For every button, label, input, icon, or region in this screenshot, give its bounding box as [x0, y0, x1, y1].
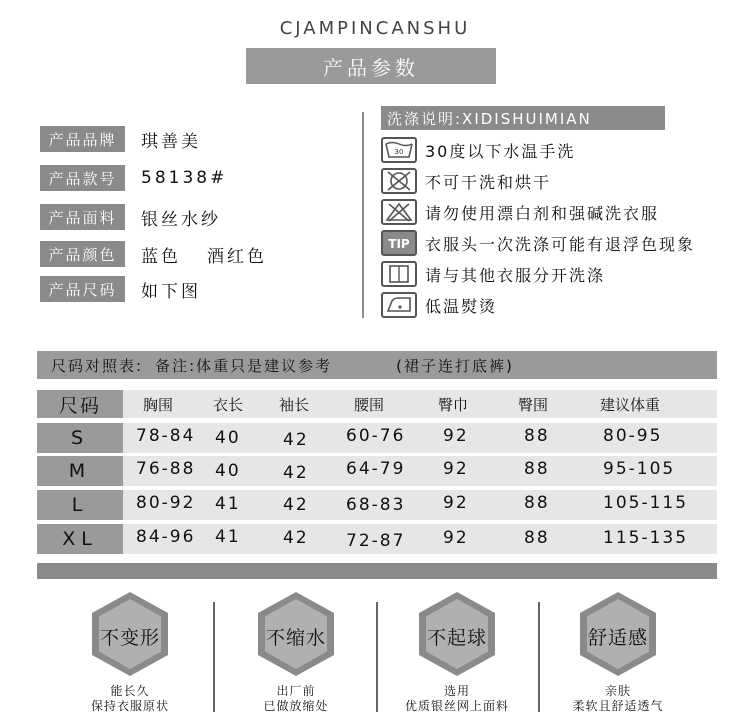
feature-desc-line1: 能长久 — [110, 684, 150, 698]
table-cell: 92 — [443, 426, 469, 446]
table-cell: 78-84 — [136, 426, 196, 446]
table-cell: 88 — [524, 528, 550, 548]
care-item — [381, 291, 497, 319]
table-cell: 40 — [215, 428, 241, 448]
column-header: 臀围 — [518, 395, 549, 414]
column-header: 衣长 — [213, 395, 244, 414]
color-value-1: 蓝色 — [141, 246, 181, 267]
feature-title: 舒适感 — [587, 627, 648, 649]
column-header: 臀巾 — [438, 395, 469, 414]
feature-desc-line1: 选用 — [443, 684, 470, 698]
table-cell: 42 — [283, 528, 309, 548]
size-cell — [37, 456, 123, 486]
table-cell: 80-92 — [136, 493, 196, 513]
size-cell — [37, 423, 123, 453]
feature-desc-line1: 出厂前 — [276, 684, 316, 698]
care-item — [381, 167, 551, 195]
table-cell: 41 — [215, 527, 241, 547]
feature-desc-line2: 保持衣服原状 — [90, 699, 169, 713]
size-table-title: 尺码对照表: — [51, 356, 144, 375]
table-cell: 40 — [215, 461, 241, 481]
table-cell: 92 — [443, 528, 469, 548]
column-header: 腰围 — [354, 395, 385, 414]
size-table-heading — [37, 351, 717, 379]
column-header: 袖长 — [279, 395, 310, 414]
feature-comfort — [548, 592, 688, 714]
table-cell: 41 — [215, 494, 241, 514]
table-cell: 80-95 — [603, 426, 663, 446]
no-dry-clean-icon — [381, 168, 417, 194]
feature-title: 不变形 — [99, 627, 160, 649]
care-item — [381, 136, 575, 164]
color-value-2: 酒红色 — [207, 246, 267, 267]
size-label: S — [70, 427, 90, 449]
size-label: XL — [62, 528, 98, 550]
feature-separator — [538, 602, 540, 712]
spec-label: 产品款号 — [40, 165, 125, 191]
care-heading: 洗涤说明:XIDISHUIMIAN — [381, 106, 665, 130]
tip-icon — [381, 230, 417, 256]
wash-separately-icon — [381, 261, 417, 287]
table-cell: 42 — [283, 495, 309, 515]
section-title: 产品参数 — [246, 48, 496, 84]
spec-value: 琪善美 — [141, 131, 201, 152]
care-text: 请与其他衣服分开洗涤 — [425, 265, 606, 285]
feature-separator — [376, 602, 378, 712]
brand-line: CJAMPINCANSHU — [279, 18, 471, 39]
care-text: 请勿使用漂白剂和强碱洗衣服 — [425, 203, 660, 223]
table-cell: 60-76 — [346, 426, 406, 446]
care-item — [381, 260, 605, 288]
table-cell: 92 — [443, 459, 469, 479]
care-item — [381, 229, 695, 257]
table-cell: 105-115 — [603, 493, 689, 513]
size-cell — [37, 524, 123, 554]
table-cell: 42 — [283, 463, 309, 483]
table-cell: 88 — [524, 426, 550, 446]
care-text: 不可干洗和烘干 — [425, 172, 552, 192]
feature-no-shrink — [226, 592, 366, 714]
size-cell — [37, 490, 123, 520]
table-cell: 92 — [443, 493, 469, 513]
care-item — [381, 198, 659, 226]
feature-desc-line1: 亲肤 — [604, 684, 631, 698]
feature-title: 不缩水 — [265, 627, 326, 649]
wash-30-icon — [381, 137, 417, 163]
feature-desc-line2: 优质银丝网上面料 — [404, 699, 509, 713]
table-cell: 88 — [524, 493, 550, 513]
spec-label: 产品面料 — [40, 204, 125, 230]
size-label: M — [68, 460, 92, 482]
spec-value: 58138# — [141, 168, 228, 188]
table-cell: 68-83 — [346, 495, 406, 515]
care-text: 30度以下水温手洗 — [425, 141, 576, 161]
table-cell: 95-105 — [603, 459, 676, 479]
tip-icon-text: TIP — [388, 237, 410, 251]
size-label: L — [71, 494, 89, 516]
care-text: 低温熨烫 — [425, 296, 498, 316]
column-header-size: 尺码 — [37, 390, 123, 418]
divider-bar — [37, 563, 717, 579]
care-text: 衣服头一次洗涤可能有退浮色现象 — [425, 234, 696, 254]
column-header: 建议体重 — [600, 395, 661, 414]
column-header: 胸围 — [143, 395, 174, 414]
wash-temp-text: 30 — [394, 148, 404, 156]
spec-label: 产品品牌 — [40, 126, 125, 152]
low-iron-icon — [381, 292, 417, 318]
feature-desc-line2: 已做放缩处 — [263, 699, 329, 713]
table-cell: 76-88 — [136, 459, 196, 479]
table-cell: 64-79 — [346, 459, 406, 479]
spec-value: 银丝水纱 — [141, 209, 221, 230]
spec-value — [141, 241, 267, 267]
table-cell: 72-87 — [346, 531, 406, 551]
table-cell: 115-135 — [603, 528, 689, 548]
feature-desc-line2: 柔软且舒适透气 — [572, 699, 664, 713]
spec-label: 产品颜色 — [40, 241, 125, 267]
feature-no-pilling — [387, 592, 527, 714]
feature-title: 不起球 — [426, 627, 487, 649]
size-table-extra: (裙子连打底裤) — [396, 356, 514, 375]
no-bleach-icon — [381, 199, 417, 225]
table-cell: 88 — [524, 459, 550, 479]
vertical-divider — [362, 112, 364, 318]
feature-no-deform — [60, 592, 200, 714]
table-cell: 42 — [283, 430, 309, 450]
size-table-note: 备注:体重只是建议参考 — [155, 356, 333, 375]
feature-separator — [213, 602, 215, 712]
spec-label: 产品尺码 — [40, 276, 125, 302]
spec-value: 如下图 — [141, 281, 201, 302]
table-cell: 84-96 — [136, 527, 196, 547]
